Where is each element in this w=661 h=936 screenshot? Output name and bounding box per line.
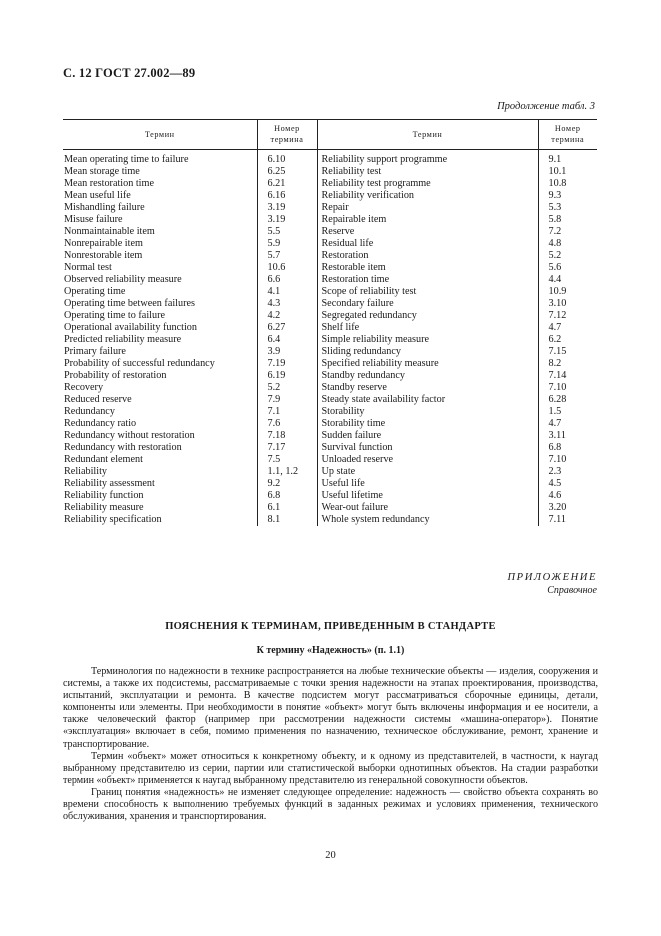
term-cell: Probability of restoration <box>63 370 257 382</box>
term-cell: Sudden failure <box>317 430 538 442</box>
terms-table <box>63 119 597 526</box>
number-cell: 3.11 <box>548 430 566 441</box>
page-header: С. 12 ГОСТ 27.002—89 <box>63 66 196 80</box>
term-cell: Probability of successful redundancy <box>63 358 257 370</box>
term-cell: Standby redundancy <box>317 370 538 382</box>
number-cell: 4.5 <box>548 478 562 489</box>
number-cell: 7.19 <box>257 358 317 370</box>
table-row <box>63 334 597 346</box>
number-cell: 6.1 <box>257 502 317 514</box>
number-cell: 7.2 <box>548 226 562 237</box>
table-row <box>63 274 597 286</box>
number-cell: 7.5 <box>257 454 317 466</box>
term-cell: Unloaded reserve <box>317 454 538 466</box>
number-cell: 3.20 <box>548 502 567 513</box>
term-cell: Reliability test <box>317 166 538 178</box>
header-number-1 <box>257 120 317 150</box>
table-row <box>63 394 597 406</box>
paragraph: Термин «объект» может относиться к конкретному объекту, и к одному из представителей, в частности, к наугад выбранному представителю из серии, партии или статистической выборки однотипных объектов. На стадии разработки термин «объект» применяется к наугад выбранному представителю из генеральной совокупности объектов. <box>63 750 598 786</box>
number-cell: 10.1 <box>548 166 567 177</box>
number-cell: 6.27 <box>257 322 317 334</box>
number-cell: 4.2 <box>257 310 317 322</box>
number-cell: 6.25 <box>257 166 317 178</box>
table-row <box>63 370 597 382</box>
table-row <box>63 166 597 178</box>
term-cell: Segregated redundancy <box>317 310 538 322</box>
term-cell: Reliability assessment <box>63 478 257 490</box>
term-cell: Observed reliability measure <box>63 274 257 286</box>
table-row <box>63 190 597 202</box>
number-cell: 4.4 <box>548 274 562 285</box>
table-row <box>63 466 597 478</box>
number-cell: 5.3 <box>548 202 562 213</box>
table-row <box>63 442 597 454</box>
number-cell: 7.6 <box>257 418 317 430</box>
term-cell: Mean restoration time <box>63 178 257 190</box>
table-row <box>63 310 597 322</box>
number-cell: 6.16 <box>257 190 317 202</box>
table-row <box>63 490 597 502</box>
header-number-line2: термина <box>551 135 585 144</box>
number-cell: 10.9 <box>548 286 567 297</box>
term-cell: Specified reliability measure <box>317 358 538 370</box>
table-row <box>63 478 597 490</box>
number-cell: 4.7 <box>548 322 562 333</box>
term-cell: Residual life <box>317 238 538 250</box>
number-cell: 3.9 <box>257 346 317 358</box>
header-term-1: Термин <box>63 120 257 150</box>
term-cell: Scope of reliability test <box>317 286 538 298</box>
table-row <box>63 150 597 167</box>
number-cell: 6.21 <box>257 178 317 190</box>
table-row <box>63 238 597 250</box>
term-cell: Redundancy with restoration <box>63 442 257 454</box>
table-row <box>63 346 597 358</box>
table-header-row <box>63 120 597 150</box>
header-number-2 <box>538 120 597 150</box>
term-cell: Sliding redundancy <box>317 346 538 358</box>
table-row <box>63 502 597 514</box>
number-cell: 7.18 <box>257 430 317 442</box>
body-text <box>63 666 598 823</box>
term-cell: Up state <box>317 466 538 478</box>
section-title: ПОЯСНЕНИЯ К ТЕРМИНАМ, ПРИВЕДЕННЫМ В СТАНДАРТЕ <box>165 621 496 632</box>
term-cell: Normal test <box>63 262 257 274</box>
number-cell: 3.19 <box>257 214 317 226</box>
number-cell: 4.6 <box>548 490 562 501</box>
term-cell: Simple reliability measure <box>317 334 538 346</box>
number-cell: 5.8 <box>548 214 562 225</box>
term-cell: Reserve <box>317 226 538 238</box>
number-cell: 7.14 <box>548 370 567 381</box>
number-cell: 6.19 <box>257 370 317 382</box>
number-cell: 5.9 <box>257 238 317 250</box>
number-cell: 4.8 <box>548 238 562 249</box>
number-cell: 1.5 <box>548 406 562 417</box>
term-cell: Mean operating time to failure <box>63 150 257 167</box>
number-cell: 4.7 <box>548 418 562 429</box>
number-cell: 4.3 <box>257 298 317 310</box>
term-cell: Recovery <box>63 382 257 394</box>
term-cell: Predicted reliability measure <box>63 334 257 346</box>
term-cell: Whole system redundancy <box>317 514 538 526</box>
term-cell: Mishandling failure <box>63 202 257 214</box>
table-row <box>63 430 597 442</box>
table-row <box>63 406 597 418</box>
number-cell: 7.10 <box>548 382 567 393</box>
term-cell: Steady state availability factor <box>317 394 538 406</box>
term-cell: Standby reserve <box>317 382 538 394</box>
table-row <box>63 358 597 370</box>
term-cell: Storability <box>317 406 538 418</box>
term-cell: Nonrepairable item <box>63 238 257 250</box>
table-row <box>63 226 597 238</box>
term-cell: Operating time to failure <box>63 310 257 322</box>
number-cell: 5.6 <box>548 262 562 273</box>
number-cell: 6.8 <box>548 442 562 453</box>
term-cell: Redundancy without restoration <box>63 430 257 442</box>
term-cell: Mean storage time <box>63 166 257 178</box>
number-cell: 5.5 <box>257 226 317 238</box>
number-cell: 7.15 <box>548 346 567 357</box>
term-cell: Reliability support programme <box>317 150 538 167</box>
term-cell: Operating time <box>63 286 257 298</box>
term-cell: Mean useful life <box>63 190 257 202</box>
term-cell: Restoration <box>317 250 538 262</box>
paragraph: Терминология по надежности в технике распространяется на любые технические объекты — изделия, сооружения и системы, а также их подсистемы, рассматриваемые с точки зрения надежности на этапах проектирования, производства, испытаний, эксплуатации и ремонта. В качестве подсистем могут рассматриваться сборочные единицы, детали, компоненты или элементы. При необходимости в понятие «объект» могут быть включены информация и ее носители, а также человеческий фактор (например при рассмотрении надежности системы «машина-оператор»). Понятие «эксплуатация» включает в себя, помимо применения по назначению, техническое обслуживание, ремонт, хранение и транспортирование. <box>63 666 598 750</box>
page-number: 20 <box>325 850 336 861</box>
number-cell: 7.9 <box>257 394 317 406</box>
term-cell: Restoration time <box>317 274 538 286</box>
table-row <box>63 322 597 334</box>
number-cell: 10.6 <box>257 262 317 274</box>
term-cell: Useful lifetime <box>317 490 538 502</box>
term-cell: Reliability <box>63 466 257 478</box>
term-cell: Survival function <box>317 442 538 454</box>
term-cell: Reduced reserve <box>63 394 257 406</box>
table-row <box>63 250 597 262</box>
number-cell: 7.11 <box>548 514 566 525</box>
number-cell: 7.17 <box>257 442 317 454</box>
number-cell: 4.1 <box>257 286 317 298</box>
number-cell: 3.10 <box>548 298 567 309</box>
term-cell: Reliability verification <box>317 190 538 202</box>
term-cell: Wear-out failure <box>317 502 538 514</box>
header-number-line2: термина <box>270 135 304 144</box>
table-row <box>63 418 597 430</box>
number-cell: 6.4 <box>257 334 317 346</box>
header-term-2: Термин <box>317 120 538 150</box>
term-cell: Reliability test programme <box>317 178 538 190</box>
table-continuation-label: Продолжение табл. 3 <box>497 101 595 112</box>
number-cell: 9.1 <box>548 154 562 165</box>
number-cell: 3.19 <box>257 202 317 214</box>
term-cell: Redundant element <box>63 454 257 466</box>
term-cell: Storability time <box>317 418 538 430</box>
number-cell: 6.8 <box>257 490 317 502</box>
section-subtitle: К термину «Надежность» (п. 1.1) <box>256 645 405 656</box>
table-row <box>63 262 597 274</box>
term-cell: Operational availability function <box>63 322 257 334</box>
number-cell: 8.1 <box>257 514 317 526</box>
term-cell: Repairable item <box>317 214 538 226</box>
table-body <box>63 150 597 527</box>
number-cell: 10.8 <box>548 178 567 189</box>
number-cell: 7.1 <box>257 406 317 418</box>
table-row <box>63 514 597 526</box>
table-row <box>63 214 597 226</box>
term-cell: Reliability measure <box>63 502 257 514</box>
number-cell: 6.2 <box>548 334 562 345</box>
number-cell: 6.28 <box>548 394 567 405</box>
term-cell: Secondary failure <box>317 298 538 310</box>
term-cell: Redundancy ratio <box>63 418 257 430</box>
table-row <box>63 286 597 298</box>
header-number-line1: Номер <box>554 124 581 133</box>
appendix-label: ПРИЛОЖЕНИЕ <box>507 572 597 583</box>
number-cell: 7.10 <box>548 454 567 465</box>
appendix-note: Справочное <box>547 585 597 596</box>
table-row <box>63 382 597 394</box>
term-cell: Primary failure <box>63 346 257 358</box>
term-cell: Useful life <box>317 478 538 490</box>
term-cell: Restorable item <box>317 262 538 274</box>
table-row <box>63 202 597 214</box>
table-row <box>63 454 597 466</box>
term-cell: Redundancy <box>63 406 257 418</box>
table-row <box>63 178 597 190</box>
number-cell: 1.1, 1.2 <box>257 466 317 478</box>
number-cell: 2.3 <box>548 466 562 477</box>
term-cell: Reliability function <box>63 490 257 502</box>
number-cell: 9.3 <box>548 190 562 201</box>
number-cell: 5.7 <box>257 250 317 262</box>
number-cell: 6.6 <box>257 274 317 286</box>
term-cell: Nonmaintainable item <box>63 226 257 238</box>
term-cell: Shelf life <box>317 322 538 334</box>
number-cell: 8.2 <box>548 358 562 369</box>
appendix-block <box>508 572 598 596</box>
term-cell: Reliability specification <box>63 514 257 526</box>
number-cell: 6.10 <box>257 150 317 167</box>
paragraph: Границ понятия «надежность» не изменяет следующее определение: надежность — свойство объекта сохранять во времени способность к выполнению требуемых функций в заданных режимах и условиях применения, технического обслуживания, хранения и транспортирования. <box>63 786 598 823</box>
term-cell: Misuse failure <box>63 214 257 226</box>
term-cell: Operating time between failures <box>63 298 257 310</box>
header-number-line1: Номер <box>274 124 300 133</box>
term-cell: Nonrestorable item <box>63 250 257 262</box>
table-row <box>63 298 597 310</box>
term-cell: Repair <box>317 202 538 214</box>
number-cell: 9.2 <box>257 478 317 490</box>
number-cell: 5.2 <box>548 250 562 261</box>
number-cell: 7.12 <box>548 310 567 321</box>
number-cell: 5.2 <box>257 382 317 394</box>
